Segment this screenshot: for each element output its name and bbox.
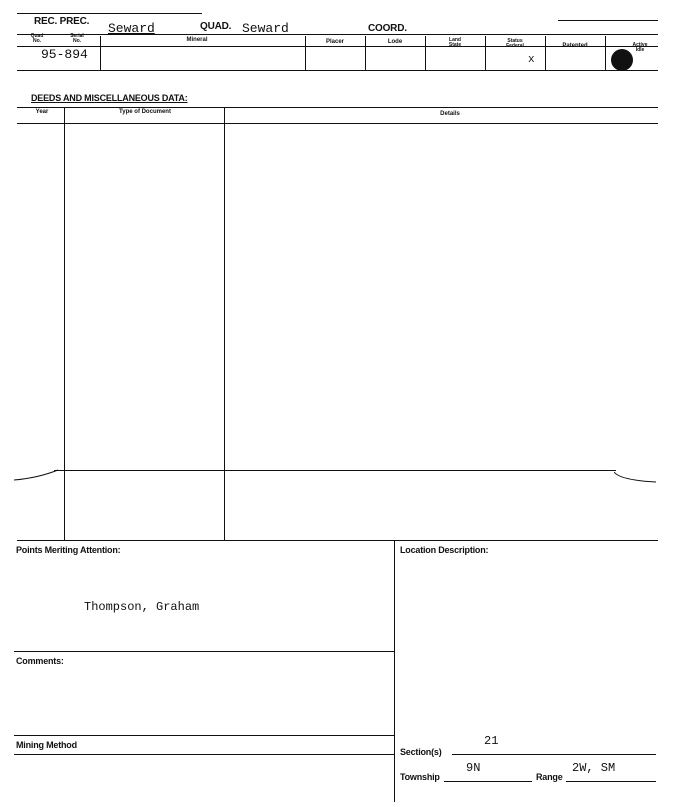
deeds-header-line: [17, 123, 658, 124]
col-status-federal: Status Federal: [506, 38, 524, 49]
comments-label: Comments:: [16, 656, 64, 666]
record-number: 95-894: [41, 47, 88, 62]
header-line-right: [558, 20, 658, 21]
range-label: Range: [536, 772, 563, 782]
quad-value: Seward: [242, 21, 289, 36]
township-label: Township: [400, 772, 440, 782]
status-table-bottom-line: [17, 70, 658, 71]
status-table: [17, 34, 658, 74]
federal-status-mark: x: [528, 54, 535, 66]
col-quad-no: Quad No.: [30, 33, 44, 44]
fold-curl-left: [14, 468, 60, 482]
col-divider-6: [545, 36, 546, 70]
comments-bottom-line: [14, 735, 394, 736]
col-divider-2: [305, 36, 306, 70]
coord-label: COORD.: [368, 23, 407, 34]
section-label: Section(s): [400, 747, 442, 757]
mining-method-line: [14, 754, 394, 755]
col-divider-1: [100, 36, 101, 70]
col-divider-5: [485, 36, 486, 70]
deeds-col-year: Year: [35, 109, 49, 115]
deeds-divider-type: [224, 107, 225, 540]
deeds-bottom-line: [17, 540, 658, 541]
col-mineral: Mineral: [186, 37, 208, 43]
points-label: Points Meriting Attention:: [16, 545, 121, 555]
range-value: 2W, SM: [572, 761, 616, 775]
deeds-col-details: Details: [440, 111, 460, 117]
col-divider-7: [605, 36, 606, 70]
fold-line: [54, 470, 616, 471]
fold-curl-right: [614, 470, 658, 484]
col-land-state: Land State: [448, 37, 462, 48]
col-divider-4: [425, 36, 426, 70]
mining-method-label: Mining Method: [16, 740, 77, 750]
active-status-dot: [611, 49, 633, 71]
col-serial-no: Serial No.: [70, 33, 84, 44]
col-divider-3: [365, 36, 366, 70]
col-placer: Placer: [325, 39, 344, 45]
points-bottom-line: [14, 651, 394, 652]
township-line: [444, 781, 532, 782]
quad-label: QUAD.: [200, 21, 232, 32]
deeds-top-line: [17, 107, 658, 108]
rec-prec-label: REC. PREC.: [34, 16, 90, 27]
col-active-idle: Active Idle: [632, 42, 648, 53]
col-patented: Patented: [562, 43, 588, 49]
points-value: Thompson, Graham: [84, 600, 200, 614]
section-line: [452, 754, 656, 755]
deeds-heading: DEEDS AND MISCELLANEOUS DATA:: [31, 93, 188, 103]
header-line-left: [17, 13, 202, 14]
col-lode: Lode: [387, 39, 403, 45]
deeds-col-type: Type of Document: [119, 109, 171, 115]
deeds-divider-year: [64, 107, 65, 540]
section-value: 21: [484, 734, 499, 748]
location-description-label: Location Description:: [400, 545, 489, 555]
lower-divider: [394, 540, 395, 802]
range-line: [566, 781, 656, 782]
rec-prec-value: Seward: [108, 21, 155, 36]
township-value: 9N: [466, 761, 481, 775]
